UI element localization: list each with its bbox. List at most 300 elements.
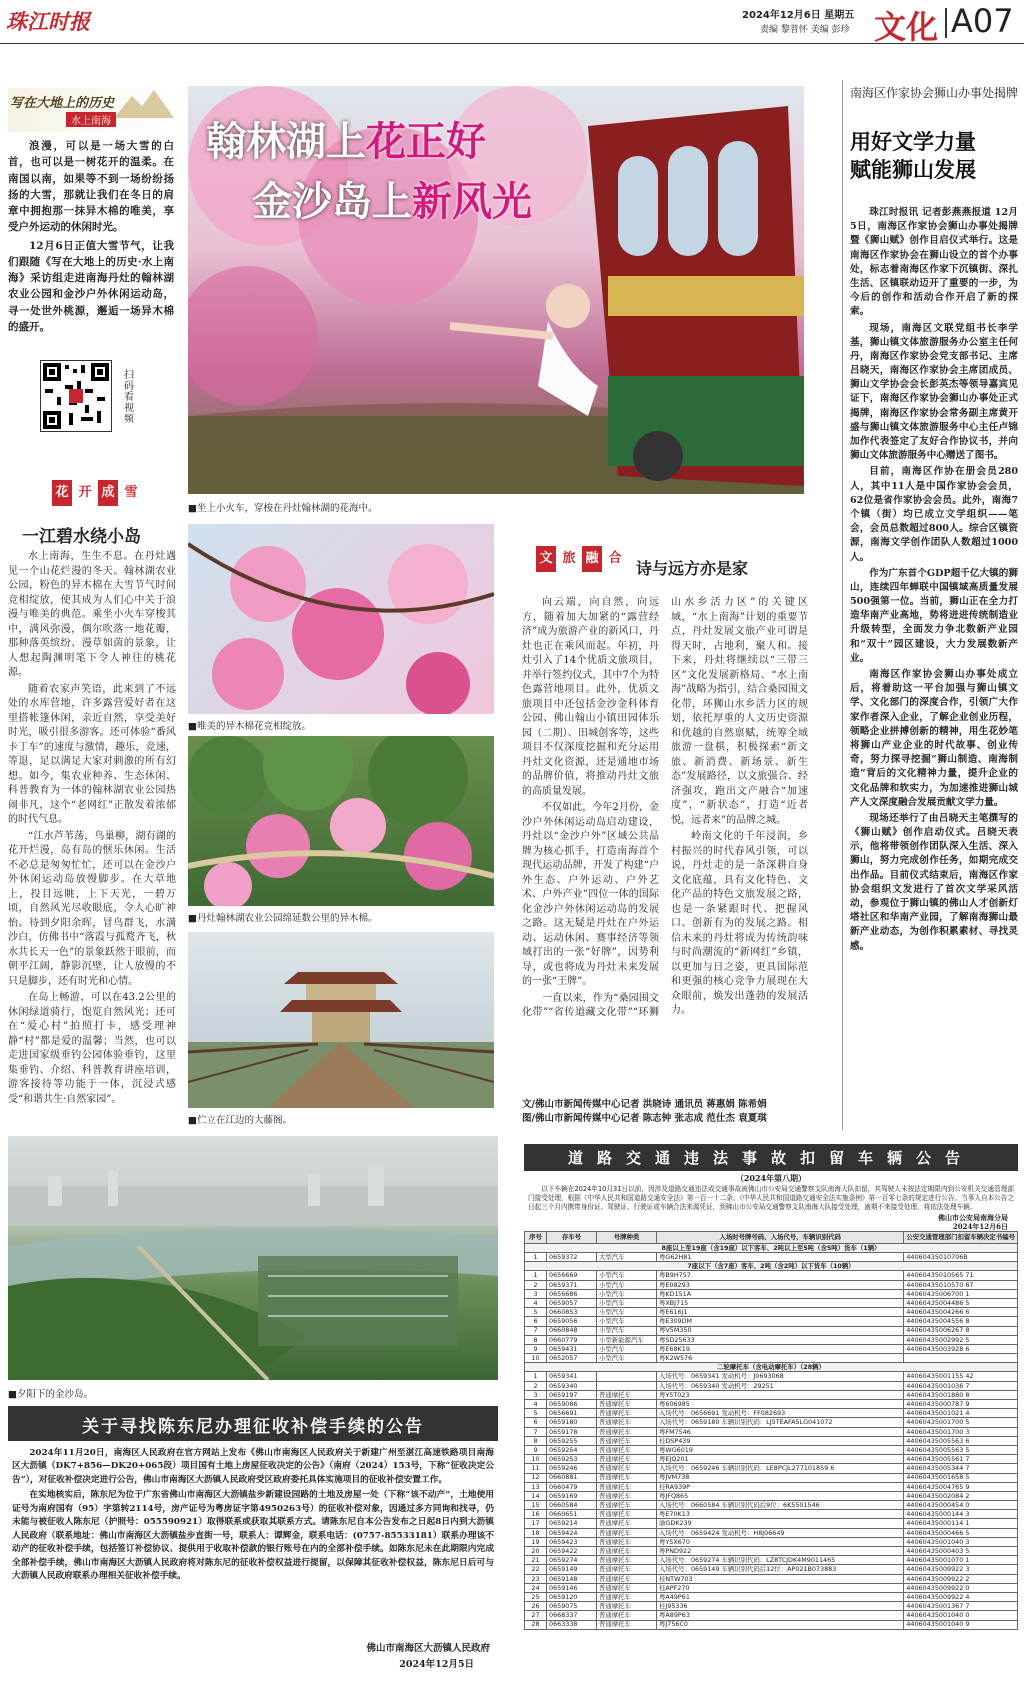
- table-cell: 入场代号：0659246 车辆识别代码：LE8PCJL277101859 6: [657, 1464, 904, 1473]
- traffic-notice: [524, 1144, 1018, 1678]
- table-cell: 44060435005563 6: [904, 1436, 1018, 1445]
- table-cell: 26: [525, 1602, 547, 1611]
- table-cell: 7: [525, 1326, 547, 1335]
- table-cell: 粤Y5T023: [657, 1390, 904, 1399]
- table-cell: 普通摩托车: [597, 1611, 657, 1620]
- table-cell: 44060435001700 5: [904, 1418, 1018, 1427]
- table-row: [525, 1326, 1018, 1335]
- table-cell: 0659057: [547, 1298, 597, 1307]
- table-cell: 0668337: [547, 1611, 597, 1620]
- table-cell: 普通摩托车: [597, 1528, 657, 1537]
- hero-title-line2: [252, 170, 532, 227]
- table-cell: 粤B9H757: [657, 1271, 904, 1280]
- table-group-row: [525, 1363, 1018, 1372]
- table-cell: 小型汽车: [597, 1354, 657, 1363]
- table-cell: 粤E309DM: [657, 1317, 904, 1326]
- table-cell: 9: [525, 1445, 547, 1454]
- table-cell: 13: [525, 1482, 547, 1491]
- weekday-text: 星期五: [824, 10, 855, 21]
- table-cell: 44060435001040 9: [904, 1620, 1018, 1629]
- column-header: 入场时号牌号码、入场代号、车辆识别代码: [657, 1231, 904, 1243]
- table-cell: 0660651: [547, 1510, 597, 1519]
- right-col-divider: [842, 80, 843, 1130]
- table-row: [525, 1409, 1018, 1418]
- table-cell: 0659075: [547, 1602, 597, 1611]
- sec1-tag: 开: [75, 480, 95, 506]
- table-row: [525, 1501, 1018, 1510]
- table-cell: 44060435009922 4: [904, 1592, 1018, 1601]
- sec2-credit: [522, 1098, 808, 1127]
- table-cell: 0659149: [547, 1565, 597, 1574]
- table-cell: 27: [525, 1611, 547, 1620]
- table-cell: 普通摩托车: [597, 1574, 657, 1583]
- public-notice-title: 关于寻找陈东尼办理征收补偿手续的公告: [8, 1408, 498, 1441]
- table-cell: 粤G62H81: [657, 1253, 904, 1262]
- table-cell: 0656686: [547, 1289, 597, 1298]
- table-cell: 小型汽车: [597, 1326, 657, 1335]
- table-cell: 44060435000114 1: [904, 1519, 1018, 1528]
- table-cell: 粤A89P63: [657, 1611, 904, 1620]
- table-cell: 粤A49P61: [657, 1592, 904, 1601]
- table-cell: 普通摩托车: [597, 1583, 657, 1592]
- park-photo: [188, 736, 494, 906]
- table-cell: 8: [525, 1436, 547, 1445]
- table-cell: 15: [525, 1501, 547, 1510]
- table-cell: 44060435005563 5: [904, 1445, 1018, 1454]
- table-row: [525, 1592, 1018, 1601]
- table-cell: 入场代号：0660584 车辆识别代码后9位：6K5501546: [657, 1501, 904, 1510]
- table-cell: 11: [525, 1464, 547, 1473]
- table-row: [525, 1400, 1018, 1409]
- table-row: [525, 1464, 1018, 1473]
- table-cell: 5: [525, 1409, 547, 1418]
- table-cell: 0656669: [547, 1271, 597, 1280]
- table-cell: 粤E08293: [657, 1280, 904, 1289]
- sec1-tags: [52, 480, 144, 506]
- table-cell: 普通摩托车: [597, 1510, 657, 1519]
- table-cell: 0660853: [547, 1308, 597, 1317]
- table-cell: 入场代号：0659149 车辆识别代码后12位：AP021B073883: [657, 1565, 904, 1574]
- table-cell: 入场代号：0659274 车辆识别代码：LZ8TCJDK4M9011465: [657, 1556, 904, 1565]
- table-row: [525, 1491, 1018, 1500]
- table-cell: 44060435010565 71: [904, 1271, 1018, 1280]
- table-group-row: [525, 1262, 1018, 1271]
- right-headline: [850, 128, 1018, 185]
- table-row: [525, 1537, 1018, 1546]
- table-cell: 粤KD151A: [657, 1289, 904, 1298]
- column-subtitle: 水上南海: [66, 112, 116, 127]
- table-row: [525, 1473, 1018, 1482]
- table-cell: 桂APF270: [657, 1583, 904, 1592]
- table-cell: 0659120: [547, 1592, 597, 1601]
- table-cell: 粤E70K13: [657, 1510, 904, 1519]
- sec2-tag: 旅: [559, 546, 579, 572]
- island-caption: ■夕阳下的金沙岛。: [8, 1389, 93, 1400]
- table-cell: 44060435001070 1: [904, 1556, 1018, 1565]
- table-cell: 粤E68K19: [657, 1344, 904, 1353]
- right-paragraph: 目前，南海区作协在册会员280人，其中11人是中国作家协会会员，62位是省作家协会会员。此外，南海7个镇（街）均已成立文学组织——笔会，会员总数超过800人。综合区镇资源，南海文学创作团队人数超过1000人。: [850, 466, 1018, 563]
- table-cell: 粤E616J1: [657, 1308, 904, 1317]
- table-cell: 普通摩托车: [597, 1473, 657, 1482]
- table-cell: 7: [525, 1427, 547, 1436]
- credit-photo-line: 图/佛山市新闻传媒中心记者 陈志钟 张志成 范仕杰 袁夏琪: [522, 1113, 767, 1125]
- column-header: 号牌种类: [597, 1231, 657, 1243]
- table-cell: 小型汽车: [597, 1280, 657, 1289]
- table-cell: 25: [525, 1592, 547, 1601]
- table-cell: 桂J95336: [657, 1602, 904, 1611]
- table-cell: 44060435001021 4: [904, 1409, 1018, 1418]
- table-cell: 19: [525, 1537, 547, 1546]
- table-cell: 入场代号：0656691 发动机号：FF082693: [657, 1409, 904, 1418]
- table-row: [525, 1620, 1018, 1629]
- table-cell: 44060435009922 2: [904, 1574, 1018, 1583]
- public-notice-paragraph: 在实地核实后，陈东尼为位于广东省佛山市南海区大沥镇盐步新建设园路的土地及房屋一处（下称“该不动产”，土地使用证号为南府国有（95）字第转2114号，房产证号为粤房证字第4950263号）的征收补偿对象，因通过多方同询和找寻，仍未能与被征收人陈东尼（护照号：055590921）取得联系或获取其联系方式。请陈东尼自本公告发布之日起8日内到大沥镇人民政府（联系地址：佛山市南海区大沥镇盐步直街一号，联系人：谭辉金，联系电话：(0757-85533181）联系办理该不动产的征收补偿手续，包括签订补偿协议、提供用于收取补偿款的银行账号在内的全部补偿手续。如陈东尼未在此期限内完成全部补偿手续，佛山市南海区大沥镇人民政府将对陈东尼的征收补偿权益进行提留，以保障其征收补偿权益，陈东尼日后可与大沥镇人民政府联系办理相关征收补偿手续。: [12, 1490, 494, 1582]
- table-row: [525, 1519, 1018, 1528]
- table-cell: 44060435004266 6: [904, 1308, 1018, 1317]
- table-row: [525, 1317, 1018, 1326]
- table-cell: 0659254: [547, 1445, 597, 1454]
- table-cell: 21: [525, 1556, 547, 1565]
- table-cell: 12: [525, 1473, 547, 1482]
- table-cell: 10: [525, 1455, 547, 1464]
- table-row: [525, 1455, 1018, 1464]
- page-number: A07: [951, 2, 1014, 40]
- table-cell: 小型汽车: [597, 1344, 657, 1353]
- table-row: [525, 1253, 1018, 1262]
- table-cell: 入场代号：0659180 车辆识别代码：LJ5TEAFA5LG041072: [657, 1418, 904, 1427]
- intro-paragraph: 浪漫，可以是一场大雪的白首，也可以是一树花开的温柔。在南国以南，如果等不到一场纷纷扬扬的大雪，那就让我们在冬日的肩章中拥抱那一抹异木棉的唯美，享受户外运动的休闲时光。: [8, 140, 174, 234]
- table-row: [525, 1556, 1018, 1565]
- table-row: [525, 1482, 1018, 1491]
- column-header: 序号: [525, 1231, 547, 1243]
- table-cell: 4: [525, 1298, 547, 1307]
- table-cell: 0660779: [547, 1335, 597, 1344]
- table-cell: 14: [525, 1491, 547, 1500]
- table-cell: 44060435006700 1: [904, 1289, 1018, 1298]
- table-cell: 普通摩托车: [597, 1565, 657, 1574]
- table-row: [525, 1528, 1018, 1537]
- table-row: [525, 1298, 1018, 1307]
- table-cell: [904, 1354, 1018, 1363]
- table-row: [525, 1510, 1018, 1519]
- sec1-paragraph: 随着农家声笑语，此来到了不远处的水库营地，许多露营爱好者在这里搭帐篷休闲，亲近自然，享受美好时光，吸引很多游客。还可体验“番风卡丁车”的速度与激情，趣乐，竞速，等退，足以满足大家对刺激的所有幻想。如今，集农业种养、生态休闲、科普教育为一体的翰林湖农业公园热闹非凡，这个“老网红”正散发着浓郁的时代气息。: [8, 683, 176, 825]
- table-cell: 20: [525, 1547, 547, 1556]
- sec1-title: 一江碧水绕小岛: [22, 527, 141, 547]
- table-cell: 0659340: [547, 1381, 597, 1390]
- sec2-text: [522, 596, 808, 1021]
- table-cell: 0659422: [547, 1547, 597, 1556]
- right-paragraph: 现场还举行了由吕晓天主笔撰写的《狮山赋》创作启动仪式。吕晓天表示，他将带领创作团队深入生活、深入狮山，努力完成创作任务，如期完成交出作品。目前仪式结束后，南海区作家协会组织文发进行了首次文学采风活动，参观位于狮山镇的佛山人才创新灯塔社区和华南产业园，了解南海狮山最新产业动态，为创作积累素材、寻找灵感。: [850, 812, 1018, 952]
- table-cell: 44060435009922 0: [904, 1583, 1018, 1592]
- table-row: [525, 1354, 1018, 1363]
- table-row: [525, 1427, 1018, 1436]
- table-cell: 入场代号：0659340 发动机号：29251: [657, 1381, 904, 1390]
- table-cell: 桂RA939P: [657, 1482, 904, 1491]
- table-cell: 0659274: [547, 1556, 597, 1565]
- table-cell: 小型汽车: [597, 1289, 657, 1298]
- table-cell: 桂DSP439: [657, 1436, 904, 1445]
- table-row: [525, 1583, 1018, 1592]
- table-cell: 10: [525, 1354, 547, 1363]
- sec1-paragraph: 在岛上畅游，可以在43.2公里的休闲绿道骑行，饱览自然风光；还可在“爱心村”拍照打卡，感受理神静“村”都是爱的温馨；当然，也可以走进国家级垂钓公园体验垂钓，这里集垂钓、介绍、科普教育讲座培训，游客接待等功能于一体，沉浸式感受“和谐共生·自然家园”。: [8, 992, 176, 1105]
- table-cell: 普通摩托车: [597, 1390, 657, 1399]
- table-cell: 44060435006267 8: [904, 1326, 1018, 1335]
- table-cell: 44060435004486 5: [904, 1298, 1018, 1307]
- table-cell: 44060435004556 8: [904, 1317, 1018, 1326]
- right-paragraph: 南海区作家协会狮山办事处成立后，将着助这一平台加强与狮山镇文学、文化部门的深度合作，引领广大作家作者深入企业，了解企业创业历程，领略企业拼搏创新的精神，用生花妙笔将狮山产业企业的时代故事、创业传奇，努力探寻挖掘“狮山制造、南海制造”背后的文化精神力量，提升企业的文化品牌和软实力，为加速推进狮山城产人文深度融合发展贡献文学力量。: [850, 669, 1018, 808]
- sec2-paragraph: 岭南文化的千年浸润，乡村振兴的时代春风引领，可以说，丹灶走的是一条深耕自身文化底蕴，具有文化特色、文化产品的特色文旅发展之路，也是一条紧跟时代、把握风口、创新有为的发展之路。相信未来的丹灶将成为传统韵味与时尚潮流的“新网红”乡镇，以更加与日之姿，更具国际范和更强的核心竞争力展现在大众眼前，焕发出蓬勃的发展活力。: [671, 831, 808, 1016]
- table-cell: 0659197: [547, 1390, 597, 1399]
- table-cell: 普通摩托车: [597, 1409, 657, 1418]
- column-header: 公安交通管理部门扣留车辆决定书编号: [904, 1231, 1018, 1243]
- qr-label: 扫码看视频: [124, 370, 134, 425]
- table-cell: 6: [525, 1418, 547, 1427]
- table-row: [525, 1308, 1018, 1317]
- table-cell: 44060435004765 9: [904, 1482, 1018, 1491]
- table-cell: 2: [525, 1280, 547, 1289]
- hero-title-highlight: 花正好: [366, 118, 486, 165]
- table-cell: 普通摩托车: [597, 1445, 657, 1454]
- table-cell: 小型汽车: [597, 1271, 657, 1280]
- hero-title-part: 金沙岛上: [252, 178, 412, 225]
- table-row: [525, 1390, 1018, 1399]
- traffic-notice-issuer-block: [524, 1213, 1018, 1231]
- bridge-caption: ■伫立在江边的大藤阁。: [188, 1115, 292, 1126]
- table-cell: 44060435005344 7: [904, 1464, 1018, 1473]
- impound-table-body: [525, 1243, 1018, 1629]
- table-cell: 44060435001880 8: [904, 1390, 1018, 1399]
- table-cell: 桂NTW703: [657, 1574, 904, 1583]
- pavilion-bridge-icon: [188, 932, 494, 1108]
- table-cell: 0659423: [547, 1537, 597, 1546]
- table-cell: 粤V5M350: [657, 1326, 904, 1335]
- table-cell: 23: [525, 1574, 547, 1583]
- table-cell: 16: [525, 1510, 547, 1519]
- table-row: [525, 1335, 1018, 1344]
- table-cell: 普通摩托车: [597, 1519, 657, 1528]
- table-cell: 粤JFQ865: [657, 1491, 904, 1500]
- sec1-text: [8, 550, 176, 1109]
- editors-line: 责编 黎普怀 美编 彭珍: [760, 25, 850, 35]
- table-cell: 渝GDK239: [657, 1519, 904, 1528]
- intro-paragraph: 12月6日正值大雪节气，让我们跟随《写在大地上的历史·水上南海》采访组走进南海丹灶的翰林湖农业公园和金沙户外休闲运动岛，寻一处世外桃源，邂逅一场异木棉的盛开。: [8, 239, 174, 333]
- table-cell: 0659146: [547, 1583, 597, 1592]
- right-paragraph: 现场，南海区文联党组书长李学基，狮山镇文体旅游服务办公室主任何丹，南海区作家协会党支部书记、主席吕晓天，南海区作家协会主席团成员、狮山文学协会会长彭英杰等领导嘉宾见证下，南海区作家协会狮山办事处正式揭牌，南海区作家协会常务副主席黄开盛与狮山镇文体旅游服务中心主任卢锦加作代表签定了友好合作协议书，并向狮山文体旅游服务中心赠送了图书。: [850, 322, 1018, 462]
- table-cell: 普通摩托车: [597, 1592, 657, 1601]
- table-cell: 22: [525, 1565, 547, 1574]
- park-caption: ■丹灶翰林湖农业公园绵延数公里的异木棉。: [188, 913, 378, 924]
- table-cell: 普通摩托车: [597, 1436, 657, 1445]
- table-row: [525, 1611, 1018, 1620]
- table-cell: 8: [525, 1335, 547, 1344]
- intro-text: [8, 138, 174, 337]
- public-notice-box: [8, 1406, 498, 1674]
- pink-flowers-icon: [188, 524, 494, 714]
- table-cell: 粤SD25633: [657, 1335, 904, 1344]
- table-header-row: [525, 1231, 1018, 1243]
- table-cell: 44060435010570 67: [904, 1280, 1018, 1289]
- table-cell: 44060435000787 9: [904, 1400, 1018, 1409]
- bridge-photo: [188, 932, 494, 1108]
- public-notice-signer: 佛山市南海区大沥镇人民政府: [366, 1643, 490, 1654]
- table-cell: 粤PND922: [657, 1547, 904, 1556]
- table-cell: 粤JVM738: [657, 1473, 904, 1482]
- table-cell: 粤WG6019: [657, 1445, 904, 1454]
- table-cell: 大型汽车: [597, 1253, 657, 1262]
- table-row: [525, 1344, 1018, 1353]
- qr-code[interactable]: [40, 360, 112, 432]
- table-cell: 0659341: [547, 1372, 597, 1381]
- table-cell: 粤K2W576: [657, 1354, 904, 1363]
- sec2-tag: 融: [582, 546, 602, 572]
- table-cell: 粤Y5X670: [657, 1537, 904, 1546]
- table-row: [525, 1381, 1018, 1390]
- sec2-paragraph: 向云端，向自然，向远方，随着加大加紧的“露营经济”成为旅游产业的新风口，丹灶也正在乘风而起。年初，丹灶引入了14个优质文旅项目，并举行签约仪式，其中7个为特色露营地项目。此外，优质文旅项目中还包括金沙金科体育公园、佛山翰山小镇田园体乐园（二期）、田城创客等，这些项目不仅深度挖掘和充分运用丹灶文化资源，还是通地市场的品牌价值，将推动丹灶文旅的高质量发展。: [522, 597, 659, 797]
- table-cell: 普通摩托车: [597, 1482, 657, 1491]
- table-row: [525, 1372, 1018, 1381]
- table-cell: 普通摩托车: [597, 1464, 657, 1473]
- table-cell: 小型汽车: [597, 1317, 657, 1326]
- table-row: [525, 1418, 1018, 1427]
- column-title: 写在大地上的历史: [10, 96, 115, 111]
- credit-text-line: 文/佛山市新闻传媒中心记者 洪晓诗 通讯员 蒋惠娟 陈希娟: [522, 1099, 767, 1110]
- table-cell: 0659214: [547, 1519, 597, 1528]
- table-cell: 44060435000144 3: [904, 1510, 1018, 1519]
- right-text: [850, 206, 1018, 956]
- table-cell: [597, 1381, 657, 1390]
- table-cell: 0660584: [547, 1501, 597, 1510]
- table-cell: 0659056: [547, 1317, 597, 1326]
- sec1-tag: 雪: [121, 480, 141, 506]
- table-cell: 0660848: [547, 1326, 597, 1335]
- train-car: [588, 106, 804, 486]
- table-cell: 0659148: [547, 1574, 597, 1583]
- table-cell: 28: [525, 1620, 547, 1629]
- sec2-title: 诗与远方亦是家: [636, 559, 749, 578]
- table-cell: 0659371: [547, 1280, 597, 1289]
- table-cell: 普通摩托车: [597, 1602, 657, 1611]
- table-cell: 粤XBJ715: [657, 1298, 904, 1307]
- table-cell: 9: [525, 1344, 547, 1353]
- headline-line: 用好文学力量: [850, 129, 976, 154]
- table-cell: 44060435000454 0: [904, 1501, 1018, 1510]
- table-cell: 44060435001040 0: [904, 1611, 1018, 1620]
- table-cell: 44060435002084 2: [904, 1491, 1018, 1500]
- sec1-tag: 花: [52, 480, 72, 506]
- table-cell: 粤FM7546: [657, 1427, 904, 1436]
- table-group-label: 7座以下（含7座）客车、2吨（含2吨）以下货车（10辆）: [525, 1262, 1018, 1271]
- hero-photo: [188, 86, 804, 494]
- table-cell: 小型新能源汽车: [597, 1335, 657, 1344]
- hero-title-line1: [206, 110, 486, 167]
- mountain-icon: [114, 88, 174, 118]
- right-paragraph: 作为广东首个GDP超千亿大镇的狮山，连续四年蝉联中国镇域高质量发展500强第一位。当前，狮山正在全力打造华南产业高地，势将迸进传统制造业升级转型，全面发力争北数新产业园和“双十”园区建设，大力发展数新产业。: [850, 567, 1018, 664]
- flowers-photo: [188, 524, 494, 714]
- date-text: 2024年12月6日: [742, 10, 821, 21]
- table-cell: 普通摩托车: [597, 1427, 657, 1436]
- table-cell: 44060435002992 5: [904, 1335, 1018, 1344]
- right-paragraph: 珠江时报讯 记者彭燕燕报道 12月5日，南海区作家协会狮山办事处揭牌暨《狮山赋》创作目启仪式举行。这是南海区作家协会在狮山设立的首个办事处，标志着南海区作家下沉镇街、深扎生活、区镇联动迈开了重要的一步，为今后的创作和活动合作开启了新的探索。: [850, 207, 1018, 318]
- traffic-notice-issue: （2024年第八期）: [735, 1173, 807, 1183]
- table-cell: 44060435003928 6: [904, 1344, 1018, 1353]
- flowers-caption: ■唯美的异木棉花竞相绽放。: [188, 721, 311, 732]
- table-cell: 入场代号：0659341 发动机号：J0693068: [657, 1372, 904, 1381]
- table-cell: 普通摩托车: [597, 1620, 657, 1629]
- table-cell: 粤EJQ201: [657, 1455, 904, 1464]
- table-cell: 24: [525, 1583, 547, 1592]
- table-cell: 0660479: [547, 1482, 597, 1491]
- table-row: [525, 1547, 1018, 1556]
- traffic-notice-date: 2024年12月6日: [952, 1221, 1008, 1231]
- table-cell: 17: [525, 1519, 547, 1528]
- section-divider: [945, 8, 947, 38]
- traffic-notice-issuer: 佛山市公安局南海分局: [938, 1212, 1008, 1222]
- sec2-paragraph: 不仅如此，今年2月份，金沙户外休闲运动岛启动建设，丹灶以“金沙户外”区域公共品牌为核心抓手，打造南海首个现代运动品牌，开发了构建“户外生态、户外运动、户外艺术、户外产业”四位一体的国际化金沙户外休闲运动岛的发展之路。这无疑是丹灶在户外运动、运动休闲、赛事经济等领域打出的一张“好牌”，因势利导，或也将成为丹灶未来发展的一张“王牌”。: [522, 802, 659, 987]
- public-notice-body: [8, 1441, 498, 1584]
- table-cell: 4: [525, 1400, 547, 1409]
- table-cell: 0656691: [547, 1409, 597, 1418]
- table-cell: 44060435001367 7: [904, 1602, 1018, 1611]
- sec1-paragraph: 水上南海，生生不息。在丹灶遇见一个山花烂漫的冬天。翰林湖农业公园，粉色的异木棉在大雪节气时间竞相绽放，使其成为人们心中关于浪漫与唯美的典范。乘坐小火车穿梭其中，满风弥漫，偶尔吹落一地花瓣，那种落英缤纷、漫草如茵的景象，让人想起陶渊明笔下令人神往的桃花源。: [8, 551, 176, 678]
- table-cell: 0659372: [547, 1253, 597, 1262]
- table-cell: 44060435001036 7: [904, 1381, 1018, 1390]
- table-cell: 0659180: [547, 1418, 597, 1427]
- table-cell: 18: [525, 1528, 547, 1537]
- table-cell: 0659253: [547, 1455, 597, 1464]
- table-cell: 普通摩托车: [597, 1491, 657, 1500]
- table-cell: 小型汽车: [597, 1308, 657, 1317]
- table-cell: 44060435000403 5: [904, 1547, 1018, 1556]
- section-name: 文化: [874, 8, 939, 46]
- table-row: [525, 1602, 1018, 1611]
- table-row: [525, 1565, 1018, 1574]
- table-cell: 2: [525, 1381, 547, 1390]
- sec1-paragraph: “江水芦苇荡，鸟巢柳，湖有湖的花开烂漫，岛有岛的惬乐休闲。生活不必总是匆匆忙忙，还可以在金沙户外休闲运动岛放慢脚步。在大草地上，投目远眺，上下天光，一碧万顷，自然风光尽收眼底，令人心旷神怡。待到夕阳余晖，冒鸟群飞，水满沙白，仿佛书中“落霞与孤鹜齐飞，秋水共长天一色”的景象跃然于眼前，而朝平江阔，静影沉壁，让人放慢的不只是脚步，还有时光和心情。: [8, 830, 176, 987]
- table-cell: 5: [525, 1308, 547, 1317]
- column-header: 存车号: [547, 1231, 597, 1243]
- table-cell: 44060435001658 5: [904, 1473, 1018, 1482]
- table-cell: 1: [525, 1253, 547, 1262]
- sec2-tags: [536, 546, 628, 572]
- table-cell: 0659255: [547, 1436, 597, 1445]
- table-cell: 粤606985: [657, 1400, 904, 1409]
- table-cell: 3: [525, 1289, 547, 1298]
- table-cell: 普通摩托车: [597, 1418, 657, 1427]
- table-cell: 入场代号：0659424 发动机号：H8J06649: [657, 1528, 904, 1537]
- table-row: [525, 1445, 1018, 1454]
- table-cell: 3: [525, 1390, 547, 1399]
- masthead: [0, 0, 1024, 44]
- table-cell: 44060435001040 3: [904, 1537, 1018, 1546]
- impound-table: [524, 1231, 1018, 1630]
- table-cell: 0659178: [547, 1427, 597, 1436]
- island-photo: [8, 1136, 498, 1380]
- table-cell: 6: [525, 1317, 547, 1326]
- sec2-tag: 合: [605, 546, 625, 572]
- table-cell: [597, 1372, 657, 1381]
- table-cell: 普通摩托车: [597, 1455, 657, 1464]
- public-notice-date: 2024年12月5日: [399, 1659, 474, 1670]
- table-cell: 0659169: [547, 1491, 597, 1500]
- table-group-label: 二轮摩托车（含电动摩托车）（28辆）: [525, 1363, 1018, 1372]
- traffic-notice-body: 以下车辆在2024年10月31日以前，因涉及道路交通违法或交通事故被佛山市公安局交通警察支队南海大队扣留，其驾驶人未按法定期限内到公安机关交通管理部门接受处理，根据《中华人民共和国道路交通安全法》第一百一十二条、《中华人民共和国道路交通安全法实施条例》第一百零七条的规定进行公告。当事人自本公告之日起三个月内携带身份证、驾驶证、行驶证或车辆合法来源凭证，到佛山市公安局交通警察支队南海大队接受处理，逾期不来接受处理，将依法处理车辆。: [528, 1185, 1014, 1211]
- table-cell: 44060435000466 5: [904, 1528, 1018, 1537]
- sec2-tag: 文: [536, 546, 556, 572]
- table-cell: 0659086: [547, 1400, 597, 1409]
- table-cell: 44060435001700 3: [904, 1427, 1018, 1436]
- table-cell: 44060435010706B: [904, 1253, 1018, 1262]
- table-cell: 44060435001155 42: [904, 1372, 1018, 1381]
